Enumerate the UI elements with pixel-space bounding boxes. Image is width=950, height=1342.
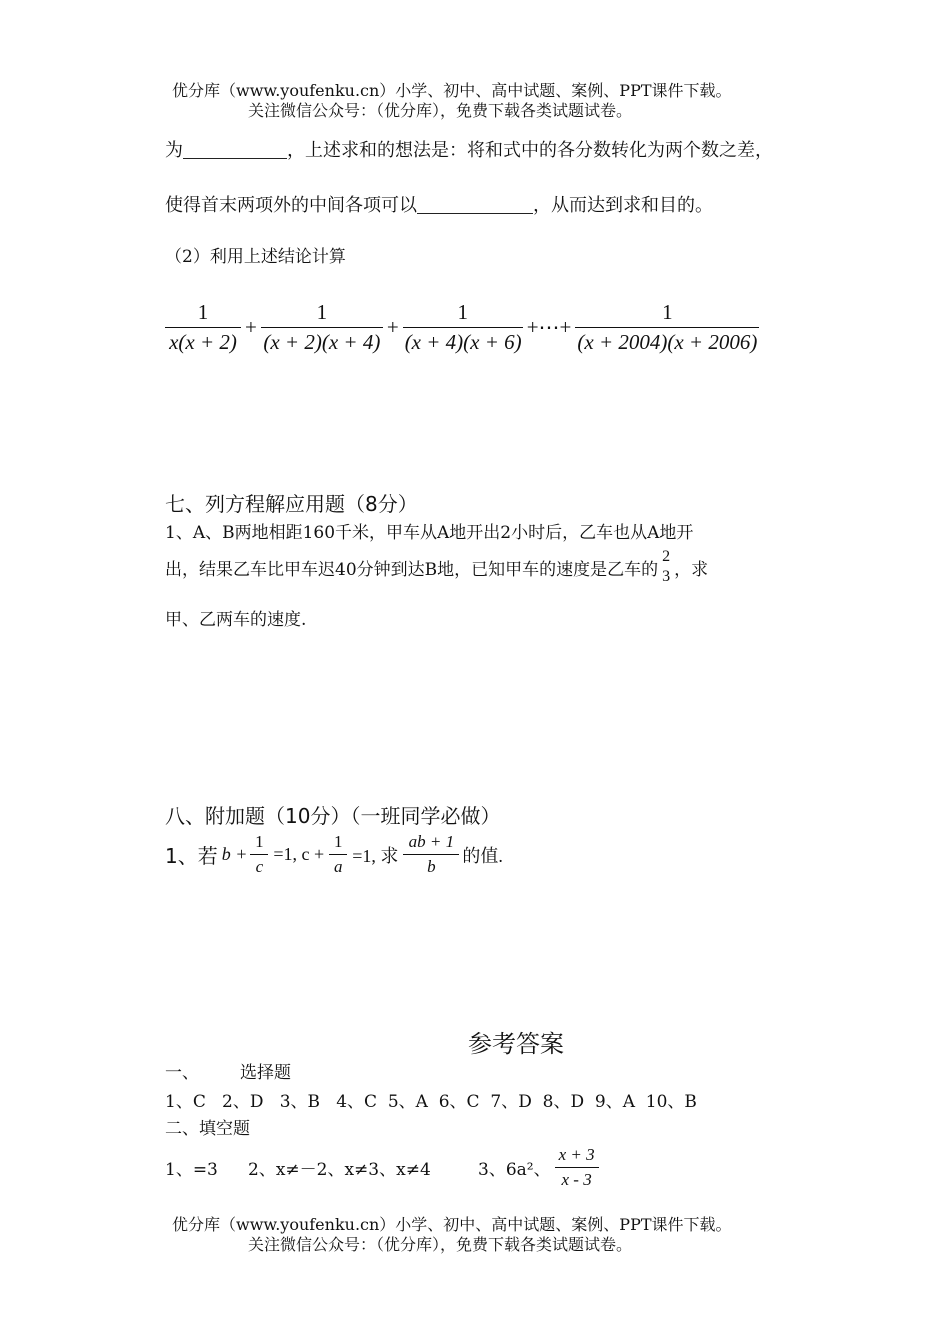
part7-q1-line-1: 1、A、B两地相距160千米，甲车从A地开出2小时后，乙车也从A地开 [165,523,694,543]
speed-ratio-numerator: 2 [662,548,671,565]
sum-term-2 [261,300,383,355]
ellipsis-plus: +⋯+ [526,315,572,339]
plus-sign-2: + [386,315,399,339]
fill-answer-3-numerator: x + 3 [558,1145,595,1164]
answers-section-1-label: 一、 [165,1063,199,1083]
part6-line-1-start: 为 [165,140,183,161]
part8-fraction-2-denominator: a [329,854,347,877]
sum-term-last [575,300,759,355]
part6-line-2 [165,191,713,217]
answer-blank-1[interactable] [183,140,287,159]
sum-term-last-denominator: (x + 2004)(x + 2006) [575,327,759,355]
fill-answer-3 [478,1145,599,1190]
part8-q1-eq-1: =1, c + [273,844,325,864]
part6-line-1-end: ，上述求和的想法是：将和式中的各分数转化为两个数之差， [287,140,773,161]
part7-q1-line-2-end: ，求 [674,559,709,580]
sum-term-1-numerator: 1 [197,300,209,324]
sum-term-2-denominator: (x + 2)(x + 4) [261,327,383,355]
sum-term-1 [165,300,241,355]
part7-q1-line-3: 甲、乙两车的速度. [165,610,307,630]
part8-fraction-2 [329,832,347,877]
fill-answer-3-denominator: x - 3 [555,1167,599,1190]
part8-q1-eq-2: =1, 求 [352,845,399,866]
part6-line-2-end: ，从而达到求和目的。 [533,195,713,216]
sum-term-3-denominator: (x + 4)(x + 6) [403,327,523,355]
answers-section-2-title: 二、填空题 [165,1119,250,1139]
answer-blank-2[interactable] [417,195,533,214]
part8-fraction-1-denominator: c [250,854,268,877]
part8-fraction-1 [250,832,268,877]
sum-term-1-denominator: x(x + 2) [165,327,241,355]
part8-fraction-3-denominator: b [403,854,459,877]
plus-sign-1: + [245,315,257,339]
fill-answer-1: 1、=3 [165,1160,218,1180]
speed-ratio-denominator: 3 [662,568,671,585]
fill-answer-3-fraction [555,1145,599,1190]
sum-term-last-numerator: 1 [662,300,673,324]
part8-q1-suffix: 的值. [462,845,503,866]
part8-heading: 八、附加题（10分）（一班同学必做） [165,804,501,828]
part6-line-2-start: 使得首末两项外的中间各项可以 [165,195,417,216]
header-line-1: 优分库（www.youfenku.cn）小学、初中、高中试题、案例、PPT课件下载。 [172,81,732,100]
header-line-2: 关注微信公众号：（优分库），免费下载各类试题试卷。 [248,101,633,120]
part8-q1-prefix: 1、若 [165,844,218,868]
part8-fraction-3-numerator: ab + 1 [408,832,455,851]
answers-title: 参考答案 [468,1030,564,1058]
footer-line-2: 关注微信公众号：（优分库），免费下载各类试题试卷。 [248,1235,633,1254]
part8-q1-b-plus: b + [221,844,248,864]
sum-term-3 [403,300,523,355]
fill-answer-3-text: 3、6a²、 [478,1160,551,1180]
footer-line-1: 优分库（www.youfenku.cn）小学、初中、高中试题、案例、PPT课件下载。 [172,1215,732,1234]
fill-answer-2: 2、x≠－2、x≠3、x≠4 [248,1160,431,1180]
speed-ratio-fraction [660,548,672,586]
part7-q1-line-2-text: 出，结果乙车比甲车迟40分钟到达B地，已知甲车的速度是乙车的 [165,559,659,580]
answers-section-1-title: 选择题 [240,1063,291,1083]
part8-fraction-2-numerator: 1 [333,832,343,851]
part8-fraction-1-numerator: 1 [255,832,264,851]
part7-q1-line-2 [165,548,708,586]
choice-answers: 1、C 2、D 3、B 4、C 5、A 6、C 7、D 8、D 9、A 10、B [165,1092,697,1112]
part7-heading: 七、列方程解应用题（8分） [165,492,418,516]
part8-q1 [165,832,503,877]
sum-expression [165,300,759,355]
sum-term-3-numerator: 1 [457,300,468,324]
part8-fraction-3 [403,832,459,877]
part6-line-1 [165,136,773,162]
part6-sub-question-2: （2）利用上述结论计算 [165,247,346,267]
sum-term-2-numerator: 1 [316,300,328,324]
